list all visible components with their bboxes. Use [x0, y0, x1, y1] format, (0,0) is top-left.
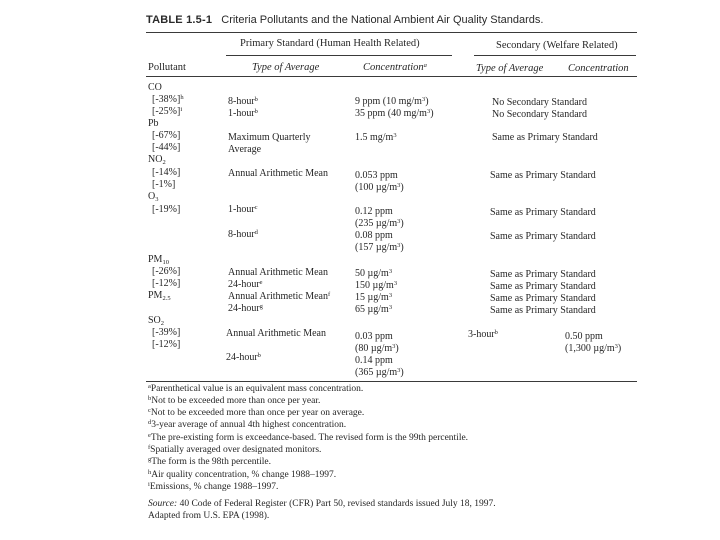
so2-conc-mass-2: (365 $\mu g/m^3$) [355, 367, 404, 378]
col-pollutant: Pollutant [148, 62, 186, 73]
pollutant-so2: $SO_2$ [148, 315, 165, 327]
so2-conc-ppm-2: 0.14 ppm [355, 355, 393, 366]
o3-secondary-2: Same as Primary Standard [490, 231, 596, 242]
pm10-air-change: [-26%] [152, 266, 181, 277]
so2-sec-conc-ppm: 0.50 ppm [565, 331, 603, 342]
col-sec-type-of-average: Type of Average [476, 63, 544, 74]
pb-air-change: [-67%] [152, 130, 181, 141]
o3-secondary-1: Same as Primary Standard [490, 207, 596, 218]
so2-sec-conc-mass: (1,300 $\mu g/m^3$) [565, 343, 622, 354]
secondary-group-rule [474, 55, 636, 56]
footnote-c: $^c$Not to be exceeded more than once per year on average. [148, 407, 365, 418]
col-concentration: Concentration$^a$ [363, 62, 427, 73]
pollutant-pb: Pb [148, 118, 159, 129]
so2-sec-type: 3-hour$^b$ [468, 329, 498, 340]
pm10-type-24hr: 24-hour$^e$ [228, 279, 263, 290]
co-emission-change: $[-25\%]^i$ [152, 106, 183, 117]
table-caption [146, 14, 543, 26]
co-type-8hr: 8-hour$^b$ [228, 96, 258, 107]
so2-conc-mass-1: (80 $\mu g/m^3$) [355, 343, 399, 354]
pb-secondary: Same as Primary Standard [492, 132, 598, 143]
footnote-a: $^a$Parenthetical value is an equivalent mass concentration. [148, 383, 364, 394]
pb-type-1: Maximum Quarterly [228, 132, 311, 143]
footnote-e: $^e$The pre-existing form is exceedance-based. The revised form is the 99th percentile. [148, 432, 469, 443]
primary-group-rule [226, 55, 452, 56]
pb-type-2: Average [228, 144, 262, 155]
no2-secondary: Same as Primary Standard [490, 170, 596, 181]
pb-conc: 1.5 $mg/m^3$ [355, 132, 397, 143]
footnote-f: $^f$Spatially averaged over designated monitors. [148, 444, 322, 455]
pm25-conc-annual: 15 $\mu g/m^3$ [355, 292, 393, 303]
so2-emission-change: [-12%] [152, 339, 181, 350]
adapted-line: Adapted from U.S. EPA (1998). [148, 511, 270, 521]
footnote-i: $^i$Emissions, % change 1988–1997. [148, 481, 279, 492]
pm25-secondary-2: Same as Primary Standard [490, 305, 596, 316]
pollutant-co: CO [148, 82, 162, 93]
no2-conc-mass: (100 $\mu g/m^3$) [355, 182, 404, 193]
table-title: Criteria Pollutants and the National Ambient Air Quality Standards. [221, 14, 544, 26]
co-secondary-2: No Secondary Standard [492, 109, 587, 120]
footnote-b: $^b$Not to be exceeded more than once per year. [148, 395, 321, 406]
o3-air-change: [-19%] [152, 204, 181, 215]
col-type-of-average: Type of Average [252, 62, 320, 73]
top-rule [146, 32, 637, 33]
no2-type: Annual Arithmetic Mean [228, 168, 328, 179]
no2-air-change: [-14%] [152, 167, 181, 178]
so2-air-change: [-39%] [152, 327, 181, 338]
so2-type-24hr: 24-hour$^b$ [226, 352, 261, 363]
so2-conc-ppm-1: 0.03 ppm [355, 331, 393, 342]
primary-group-header: Primary Standard (Human Health Related) [240, 38, 420, 49]
footnote-h: $^h$Air quality concentration, % change 1988–1997. [148, 469, 337, 480]
co-air-change: $[-38\%]^h$ [152, 94, 184, 105]
o3-conc-ppm-1: 0.12 ppm [355, 206, 393, 217]
so2-type-annual: Annual Arithmetic Mean [226, 328, 326, 339]
pm10-conc-annual: 50 $\mu g/m^3$ [355, 268, 393, 279]
footnote-d: $^d$3-year average of annual 4th highest concentration. [148, 419, 347, 430]
pm10-type-annual: Annual Arithmetic Mean [228, 267, 328, 278]
o3-conc-ppm-2: 0.08 ppm [355, 230, 393, 241]
pollutant-o3: $O_3$ [148, 191, 159, 203]
pm10-secondary-2: Same as Primary Standard [490, 281, 596, 292]
co-type-1hr: 1-hour$^b$ [228, 108, 258, 119]
footnote-g: $^g$The form is the 98th percentile. [148, 456, 272, 467]
o3-type-8hr: 8-hour$^d$ [228, 229, 258, 240]
no2-conc-ppm: 0.053 ppm [355, 170, 398, 181]
pm10-emission-change: [-12%] [152, 278, 181, 289]
secondary-group-header: Secondary (Welfare Related) [496, 40, 618, 51]
pb-emission-change: [-44%] [152, 142, 181, 153]
pollutant-pm25: $PM_{2.5}$ [148, 290, 171, 302]
pm25-type-24hr: 24-hour$^g$ [228, 303, 263, 314]
pm25-secondary-1: Same as Primary Standard [490, 293, 596, 304]
pm10-conc-24hr: 150 $\mu g/m^3$ [355, 280, 398, 291]
bottom-rule [146, 381, 637, 382]
co-secondary-1: No Secondary Standard [492, 97, 587, 108]
pollutant-pm10: $PM_{10}$ [148, 254, 169, 266]
source-line: Source: 40 Code of Federal Register (CFR) Part 50, revised standards issued July 18, 1997. [148, 499, 496, 509]
pm25-type-annual: Annual Arithmetic Mean$^f$ [228, 291, 331, 302]
pollutant-no2: $NO_2$ [148, 154, 166, 166]
no2-emission-change: [-1%] [152, 179, 176, 190]
pm10-secondary-1: Same as Primary Standard [490, 269, 596, 280]
o3-type-1hr: 1-hour$^c$ [228, 204, 258, 215]
col-sec-concentration: Concentration [568, 63, 629, 74]
o3-conc-mass-1: (235 $\mu g/m^3$) [355, 218, 404, 229]
co-conc-1hr: 35 ppm (40 $mg/m^3$) [355, 108, 434, 119]
o3-conc-mass-2: (157 $\mu g/m^3$) [355, 242, 404, 253]
co-conc-8hr: 9 ppm (10 $mg/m^3$) [355, 96, 429, 107]
table-label: TABLE 1.5-1 [146, 14, 213, 26]
pm25-conc-24hr: 65 $\mu g/m^3$ [355, 304, 393, 315]
header-rule [146, 76, 637, 77]
